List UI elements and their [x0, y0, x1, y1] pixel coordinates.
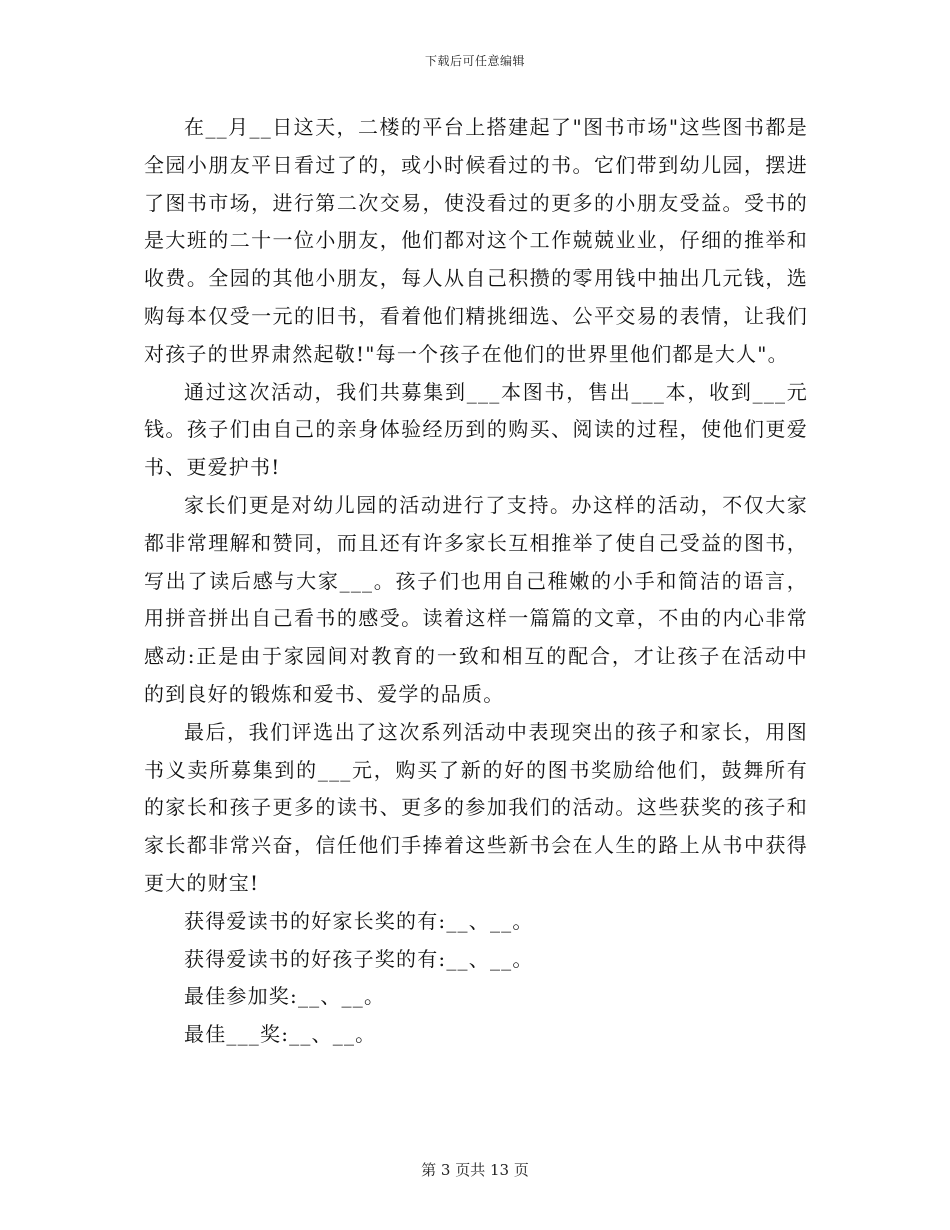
award-best-other: 最佳___奖:__、__。 [184, 1022, 377, 1047]
award-good-child: 获得爱读书的好孩子奖的有:__、__。 [184, 946, 534, 971]
page-number: 第 3 页共 13 页 [421, 1161, 529, 1179]
paragraph-parents: 家长们更是对幼儿园的活动进行了支持。办这样的活动，不仅大家都非常理解和赞同，而且还有许多家长互相推举了使自己受益的图书，写出了读后感与大家___。孩子们也用自己稚嫩的小手和简洁的语言，用拼音拼出自己看书的感受。读着这样一篇篇的文章，不由的内心非常感动:正是由于家园间对教育的一致和相互的配合，才让孩子在活动中的到良好的锻炼和爱书、爱学的品质。 [144, 492, 808, 706]
award-good-parent: 获得爱读书的好家长奖的有:__、__。 [184, 908, 534, 933]
paragraph-results: 通过这次活动，我们共募集到___本图书，售出___本，收到___元钱。孩子们由自己的亲身体验经历到的购买、阅读的过程，使他们更爱书、更爱护书! [144, 379, 808, 480]
paragraph-book-market: 在__月__日这天，二楼的平台上搭建起了"图书市场"这些图书都是全园小朋友平日看过了的，或小时候看过的书。它们带到幼儿园，摆进了图书市场，进行第二次交易，使没看过的更多的小朋友受益。受书的是大班的二十一位小朋友，他们都对这个工作兢兢业业，仔细的推举和收费。全园的其他小朋友，每人从自己积攒的零用钱中抽出几元钱，选购每本仅受一元的旧书，看着他们精挑细选、公平交易的表情，让我们对孩子的世界肃然起敬!"每一个孩子在他们的世界里他们都是大人"。 [144, 115, 808, 366]
document-body [144, 109, 808, 1054]
paragraph-awards-intro: 最后，我们评选出了这次系列活动中表现突出的孩子和家长，用图书义卖所募集到的___元，购买了新的好的图书奖励给他们，鼓舞所有的家长和孩子更多的读书、更多的参加我们的活动。这些获奖的孩子和家长都非常兴奋，信任他们手捧着这些新书会在人生的路上从书中获得更大的财宝! [144, 719, 808, 895]
page-header: 下载后可任意编辑 [424, 54, 525, 68]
award-best-participation: 最佳参加奖:__、__。 [184, 984, 386, 1009]
